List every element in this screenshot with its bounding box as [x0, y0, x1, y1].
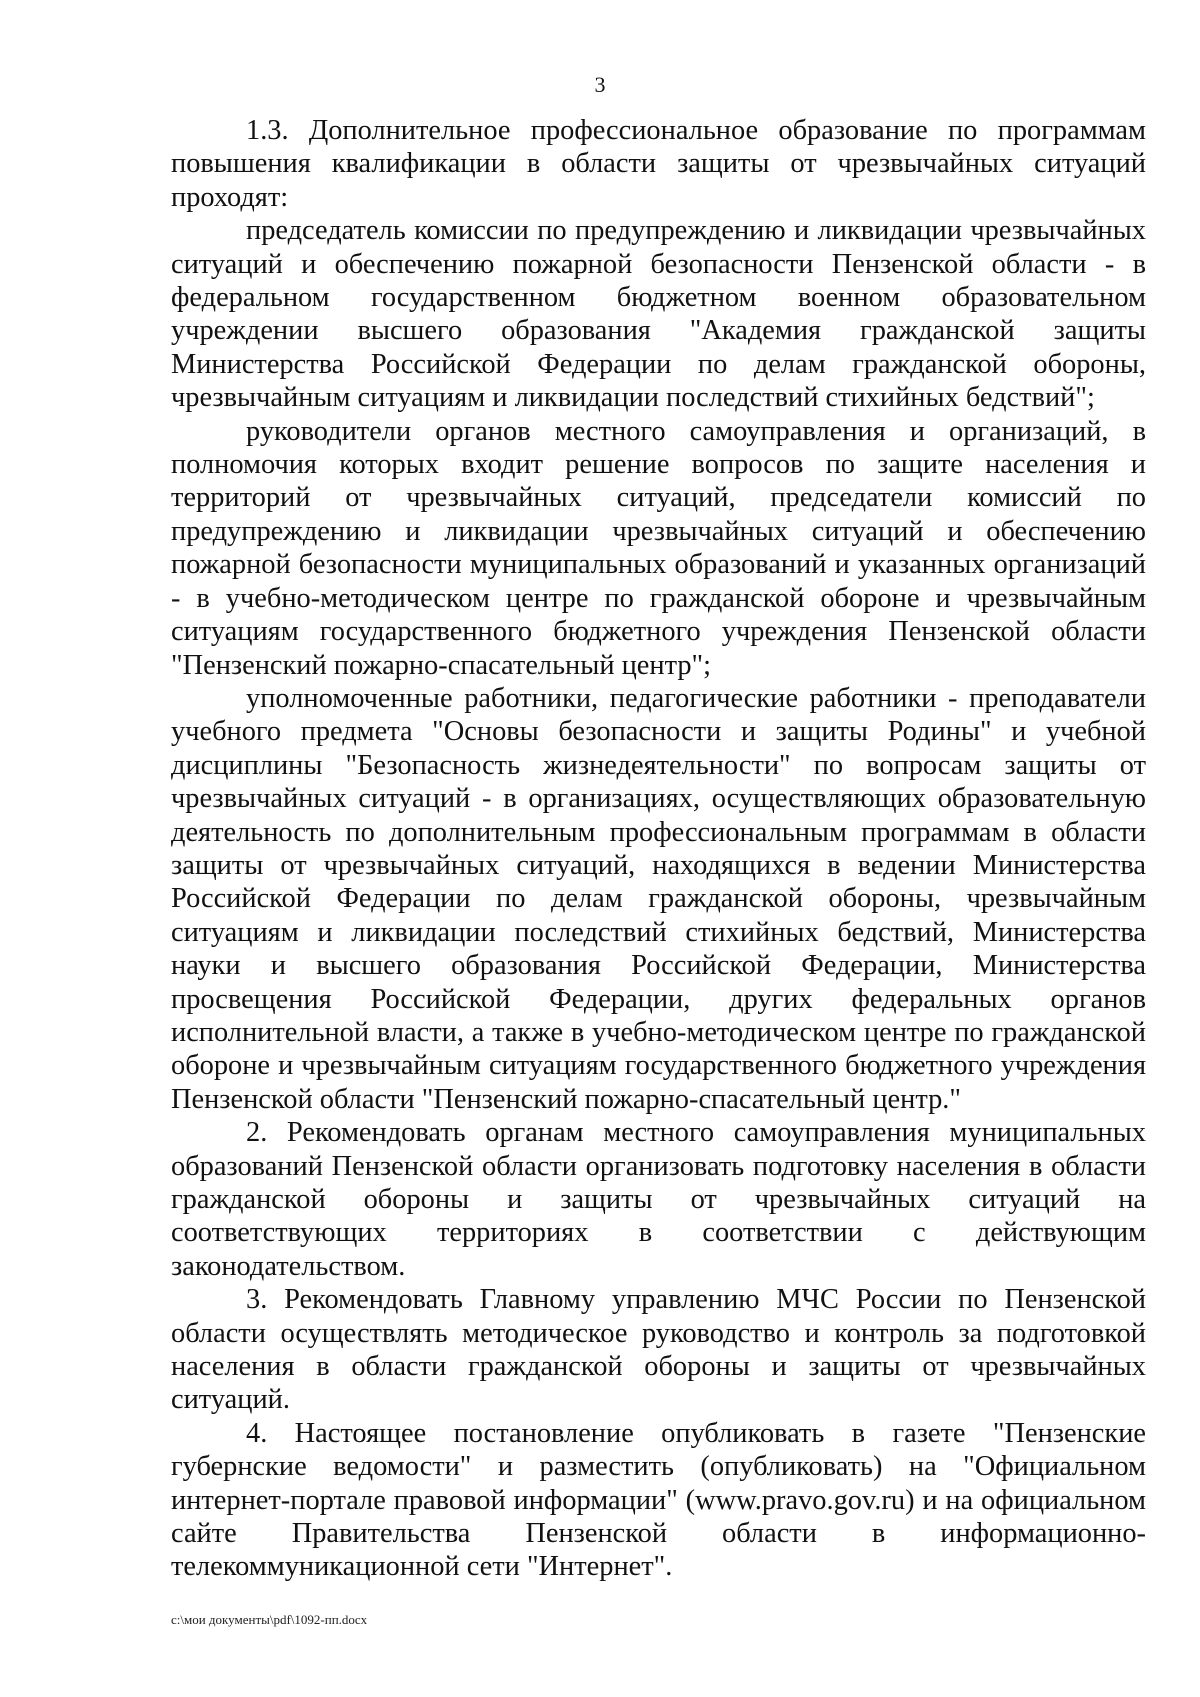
paragraph-commission-chairman: председатель комиссии по предупреждению и ликвидации чрезвычайных ситуаций и обеспечению пожарной безопасности Пензенской области - в федеральном государственном бюджетном военном образовательном учреждении высшего образования "Академия гражданской защиты Министерства Российской Федерации по делам гражданской обороны, чрезвычайным ситуациям и ликвидации последствий стихийных бедствий";: [171, 215, 1146, 414]
paragraph-4: 4. Настоящее постановление опубликовать в газете "Пензенские губернские ведомости" и разместить (опубликовать) на "Официальном интернет-портале правовой информации" (www.pravo.gov.ru) и на официальном сайте Правительства Пензенской области в информационно-телекоммуникационной сети "Интернет".: [171, 1417, 1146, 1583]
paragraph-local-heads: руководители органов местного самоуправления и организаций, в полномочия которых входит решение вопросов по защите населения и территорий от чрезвычайных ситуаций, председатели комиссий по предупреждению и ликвидации чрезвычайных ситуаций и обеспечению пожарной безопасности муниципальных образований и указанных организаций - в учебно-методическом центре по гражданской обороне и чрезвычайным ситуациям государственного бюджетного учреждения Пензенской области "Пензенский пожарно-спасательный центр";: [171, 415, 1146, 681]
paragraph-1-3: 1.3. Дополнительное профессиональное образование по программам повышения квалификации в области защиты от чрезвычайных ситуаций проходят:: [171, 115, 1146, 213]
page-number: 3: [594, 72, 606, 97]
footer-file-path: c:\мои документы\pdf\1092-пп.docx: [171, 1612, 368, 1627]
paragraph-2: 2. Рекомендовать органам местного самоуправления муниципальных образований Пензенской области организовать подготовку населения в области гражданской обороны и защиты от чрезвычайных ситуаций на соответствующих территориях в соответствии с действующим законодательством.: [171, 1117, 1146, 1282]
paragraph-3: 3. Рекомендовать Главному управлению МЧС России по Пензенской области осуществлять методическое руководство и контроль за подготовкой населения в области гражданской обороны и защиты от чрезвычайных ситуаций.: [171, 1284, 1146, 1416]
document-body: [171, 114, 1146, 1584]
paragraph-authorized-workers: уполномоченные работники, педагогические работники - преподаватели учебного предмета "Основы безопасности и защиты Родины" и учебной дисциплины "Безопасность жизнедеятельности" по вопросам защиты от чрезвычайных ситуаций - в организациях, осуществляющих образовательную деятельность по дополнительным профессиональным программам в области защиты от чрезвычайных ситуаций, находящихся в ведении Министерства Российской Федерации по делам гражданской обороны, чрезвычайным ситуациям и ликвидации последствий стихийных бедствий, Министерства науки и высшего образования Российской Федерации, Министерства просвещения Российской Федерации, других федеральных органов исполнительной власти, а также в учебно-методическом центре по гражданской обороне и чрезвычайным ситуациям государственного бюджетного учреждения Пензенской области "Пензенский пожарно-спасательный центр.": [171, 682, 1146, 1115]
